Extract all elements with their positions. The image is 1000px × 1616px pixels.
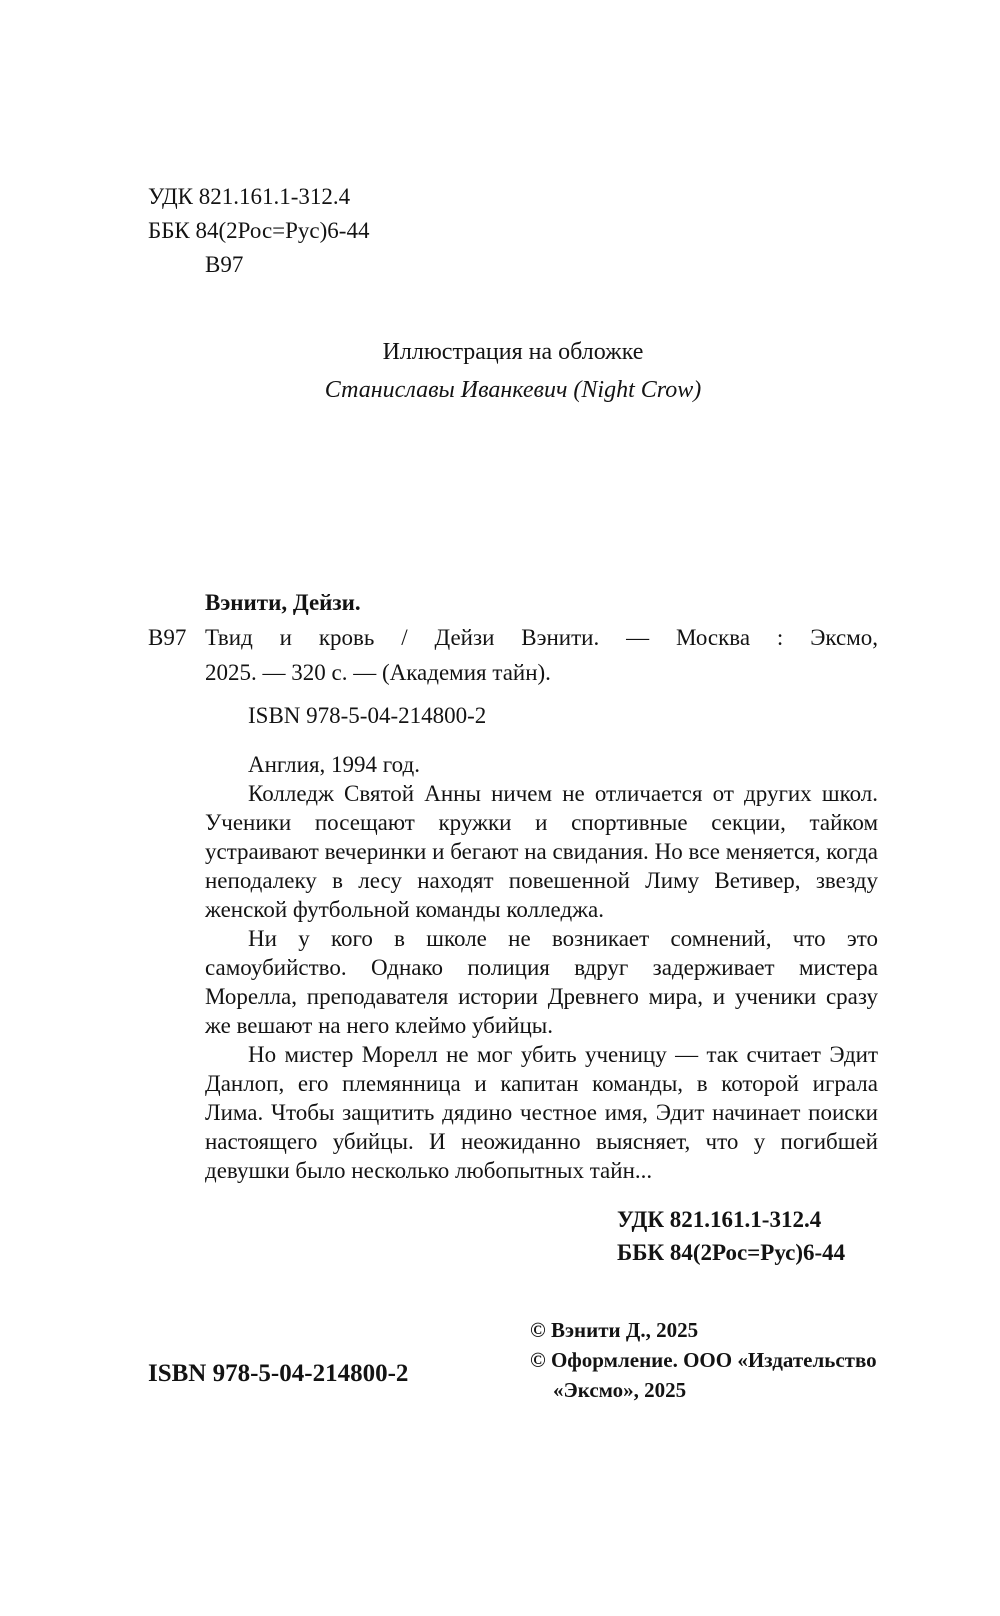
bbk-bottom: ББК 84(2Рос=Рус)6-44 bbox=[617, 1240, 846, 1265]
author-sign-top: В97 bbox=[205, 252, 244, 277]
annotation-intro: Англия, 1994 год. bbox=[248, 752, 420, 777]
author-sign-entry: В97 bbox=[148, 625, 187, 650]
annotation-paragraph: Но мистер Морелл не мог убить ученицу — так считает Эдит Данлоп, его племянница и капитан команды, в которой играла Лима. Чтобы защитить дядино честное имя, Эдит начинает поиски настоящего убийцы. И неожиданно выясняет, что у погибшей девушки было несколько любопытных тайн... bbox=[205, 1042, 878, 1183]
annotation-paragraph: Ни у кого в школе не возникает сомнений, что это самоубийство. Однако полиция вдруг задерживает мистера Морелла, преподавателя истории Древнего мира, и ученики сразу же вешают на него клеймо убийцы. bbox=[205, 926, 878, 1038]
annotation-paragraph: Колледж Святой Анны ничем не отличается от других школ. Ученики посещают кружки и спортивные секции, тайком устраивают вечеринки и бегают на свидания. Но все меняется, когда неподалеку в лесу находят повешенной Лиму Ветивер, звезду женской футбольной команды колледжа. bbox=[205, 781, 878, 922]
isbn-catalog: ISBN 978-5-04-214800-2 bbox=[248, 703, 487, 728]
copyright-design-line1: © Оформление. ООО «Издательство bbox=[530, 1348, 877, 1372]
cover-illustration-credit bbox=[148, 333, 878, 409]
isbn-footer: ISBN 978-5-04-214800-2 bbox=[148, 1360, 409, 1387]
catalog-entry-line2: 2025. — 320 с. — (Академия тайн). bbox=[205, 660, 551, 685]
catalog-entry-line1: Твид и кровь / Дейзи Вэнити. — Москва : Эксмо, bbox=[205, 625, 878, 650]
cover-credit-label: Иллюстрация на обложке bbox=[382, 339, 644, 365]
catalog-entry-text bbox=[205, 620, 878, 690]
catalog-entry bbox=[148, 620, 878, 690]
catalog-card bbox=[148, 585, 878, 733]
copyright-author: © Вэнити Д., 2025 bbox=[530, 1318, 699, 1342]
annotation-block bbox=[205, 750, 878, 1185]
catalog-author: Вэнити, Дейзи. bbox=[205, 590, 361, 615]
udk-bottom: УДК 821.161.1-312.4 bbox=[617, 1207, 822, 1232]
udk-top: УДК 821.161.1-312.4 bbox=[148, 184, 351, 209]
cover-credit-artist: Станиславы Иванкевич (Night Crow) bbox=[324, 377, 702, 403]
bottom-classification-codes bbox=[617, 1203, 845, 1269]
copyright-design-line2: «Эксмо», 2025 bbox=[553, 1378, 687, 1402]
top-classification-codes bbox=[148, 180, 369, 282]
copyright-block bbox=[530, 1315, 877, 1405]
bbk-top: ББК 84(2Рос=Рус)6-44 bbox=[148, 218, 370, 243]
